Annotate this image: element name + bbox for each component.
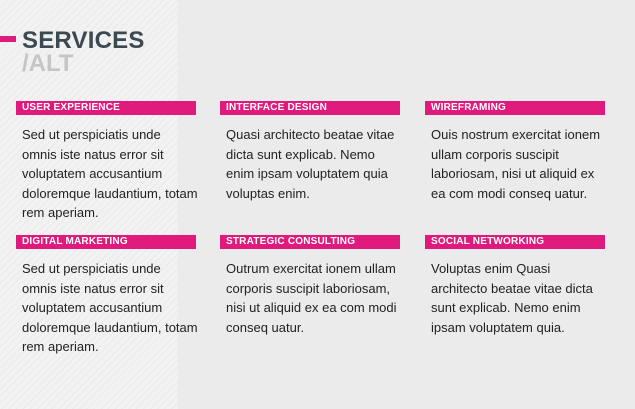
card-text: Sed ut perspiciatis unde omnis iste natus error sit voluptatem accusantium doloremque laudantium, totam rem aperiam.: [22, 127, 198, 220]
card-title: STRATEGIC CONSULTING: [220, 235, 400, 249]
service-card-social-networking: [425, 235, 605, 337]
service-card-wireframing: [425, 101, 605, 203]
card-title: INTERFACE DESIGN: [220, 101, 400, 115]
card-title: DIGITAL MARKETING: [16, 235, 196, 249]
card-text: Outrum exercitat ionem ullam corporis suscipit laboriosam, nisi ut aliquid ex ea com modi conseq uatur.: [226, 261, 397, 335]
title-accent-bar: [0, 36, 16, 42]
page-title: SERVICES: [22, 27, 145, 54]
service-card-digital-marketing: [16, 235, 196, 357]
service-card-strategic-consulting: [220, 235, 400, 337]
card-text: Ouis nostrum exercitat ionem ullam corporis suscipit laboriosam, nisi ut aliquid ex ea com modi conseq uatur.: [431, 127, 601, 201]
card-text: Voluptas enim Quasi architecto beatae vitae dicta sunt explicab. Nemo enim ipsam voluptatem quia.: [431, 261, 593, 335]
card-text: Sed ut perspiciatis unde omnis iste natus error sit voluptatem accusantium doloremque laudantium, totam rem aperiam.: [22, 261, 198, 354]
card-title: WIREFRAMING: [425, 101, 605, 115]
service-card-interface-design: [220, 101, 400, 203]
card-title: SOCIAL NETWORKING: [425, 235, 605, 249]
card-text: Quasi architecto beatae vitae dicta sunt explicab. Nemo enim ipsam voluptatem quia voluptas enim.: [226, 127, 395, 201]
card-title: USER EXPERIENCE: [16, 101, 196, 115]
service-card-user-experience: [16, 101, 196, 223]
page-subtitle: /ALT: [22, 50, 74, 77]
